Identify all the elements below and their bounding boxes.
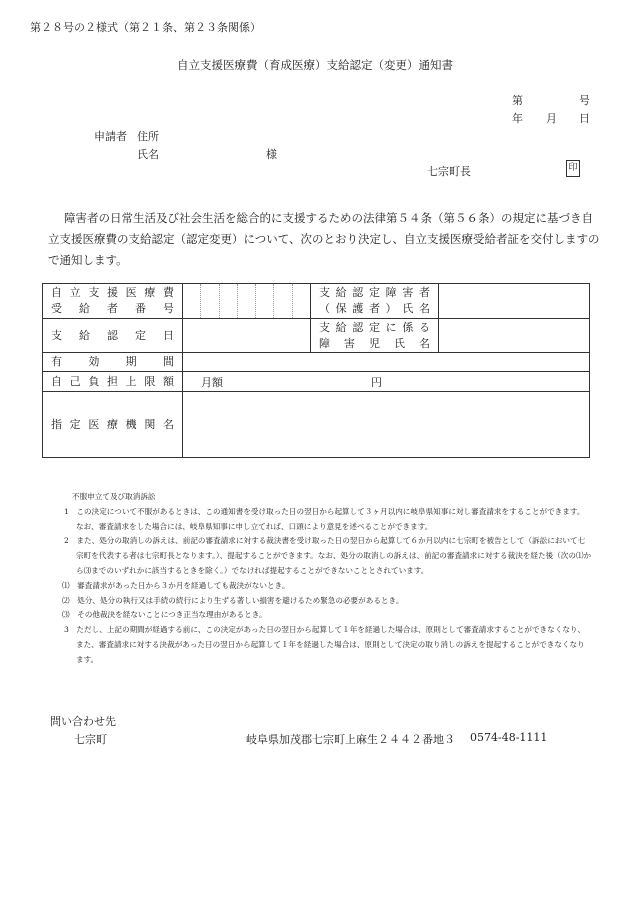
note-item-3: 3 ただし、上記の期間が経過する前に、この決定があった日の翌日から起算して１年を経過した場合は、原則として審査請求することができなくなり、また、審査請求に対する決裁があった日の翌日から起算して１年を経過した場合は、原則として決定の取り消しの訴えを提起することができなくなります。 [64,625,586,664]
recipient-number-label: 自立支援医療費 受給者番号 [43,284,183,319]
honorific-sama: 様 [266,148,277,161]
copay-limit-field[interactable] [183,372,590,392]
monthly-label: 月額 [201,375,223,389]
number-prefix: 第 [512,94,523,107]
institution-label: 指定医療機関名 [43,392,183,458]
certification-table [42,283,590,458]
address-label: 住所 [137,130,159,143]
institution-field[interactable] [183,392,590,458]
appeal-notes [62,490,592,668]
contact-address: 岐阜県加茂郡七宗町上麻生２４４２番地３ [246,733,455,746]
child-name-field[interactable] [439,319,590,353]
certified-person-label: 支給認定障害者 （保護者）氏名 [311,284,439,319]
contact-town: 七宗町 [74,733,107,746]
seal-stamp: 印 [566,160,580,177]
note-subitem-2: ⑵ 処分、処分の執行又は手続の続行により生ずる著しい損害を避けるため緊急の必要があるとき。 [62,595,404,605]
contact-phone: 0574-48-1111 [470,731,548,744]
applicant-label: 申請者 [94,130,127,143]
child-name-label: 支給認定に係る 障害児氏名 [311,319,439,353]
cert-date-label: 支給認定日 [43,319,183,353]
validity-field[interactable] [183,353,590,372]
document-title: 自立支援医療費（育成医療）支給認定（変更）通知書 [177,58,453,72]
form-number: 第２８号の２様式（第２１条、第２３条関係） [30,21,261,34]
date-day: 日 [579,112,590,125]
digit-boxes [183,284,310,318]
cert-date-field[interactable] [183,319,311,353]
notice-body: 障害者の日常生活及び社会生活を総合的に支援するための法律第５４条（第５６条）の規定に基づき自立支援医療費の支給認定（認定変更）について、次のとおり決定し、自立支援医療受給者証を交付しますので通知します。 [48,211,600,267]
name-label: 氏名 [137,148,159,161]
issuer-mayor: 七宗町長 [427,165,471,178]
date-year: 年 [512,112,523,125]
note-subitem-1: ⑴ 審査請求があった日から３か月を経過しても裁決がないとき。 [62,580,290,590]
notes-heading: 不服申立て及び取消訴訟 [72,492,156,501]
date-month: 月 [546,112,557,125]
recipient-number-field[interactable] [183,284,311,319]
inquiry-label: 問い合わせ先 [50,715,116,728]
validity-label: 有効期間 [43,353,183,372]
note-item-1: 1 この決定について不服があるときは、この通知書を受け取った日の翌日から起算して３ヶ月以内に岐阜県知事に対し審査請求をすることができます。なお、審査請求をした場合には、岐阜県知事に申し立てれば、口頭により意見を述べることができます。 [64,506,585,531]
note-item-2: 2 また、処分の取消しの訴えは、前記の審査請求に対する裁決書を受け取った日の翌日から起算して６か月以内に七宗町を被告として（訴訟において七宗町を代表する者は七宗町長となります。）、提起することができます。なお、処分の取消しの訴えは、前記の審査請求に対する裁決を経た後（次の⑴から⑶までのいずれかに該当するときを除く。）でなければ提起することができないこととされています。 [64,536,592,575]
yen-unit: 円 [371,375,382,389]
note-subitem-3: ⑶ その他裁決を経ないことにつき正当な理由があるとき。 [62,610,267,620]
number-suffix: 号 [579,94,590,107]
certified-person-field[interactable] [439,284,590,319]
copay-limit-label: 自己負担上限額 [43,372,183,392]
